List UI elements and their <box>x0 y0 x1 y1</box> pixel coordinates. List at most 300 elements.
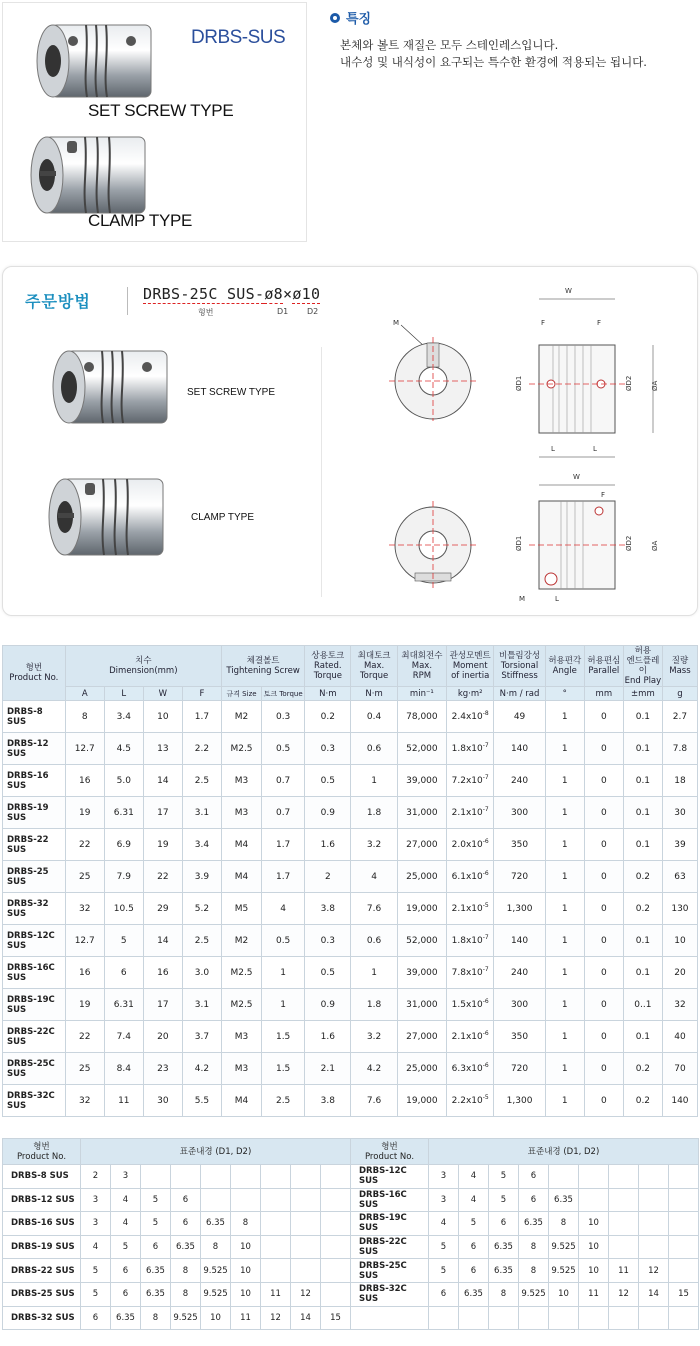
spec-cell-t: 0.5 <box>262 925 305 957</box>
sub-label-model: 형번 <box>198 308 214 317</box>
spec-cell-m: M2 <box>221 701 261 733</box>
bore-row <box>3 1306 351 1330</box>
spec-cell-stiff: 350 <box>494 829 545 861</box>
spec-cell-w: 10 <box>143 701 182 733</box>
bore-size-cell: 8 <box>231 1212 261 1236</box>
bore-size-cell <box>639 1165 669 1189</box>
spec-cell-rated: 3.8 <box>305 893 351 925</box>
dim-d1-label-clamp: ØD1 <box>515 535 523 551</box>
bore-size-cell: 8 <box>519 1235 549 1259</box>
dim-w-label-clamp: W <box>573 473 580 481</box>
features-section <box>330 8 690 71</box>
bore-product-name: DRBS-12 SUS <box>3 1188 81 1212</box>
spec-cell-rpm: 19,000 <box>397 1085 446 1117</box>
inertia-base: 1.8x10 <box>451 743 483 754</box>
bore-size-cell: 14 <box>639 1282 669 1306</box>
bore-size-cell: 12 <box>609 1282 639 1306</box>
spec-cell-mass: 63 <box>662 861 697 893</box>
bore-size-cell <box>171 1165 201 1189</box>
spec-cell-rated: 2 <box>305 861 351 893</box>
spec-cell-l: 10.5 <box>104 893 143 925</box>
spec-row <box>3 989 698 1021</box>
bore-size-cell: 6 <box>519 1188 549 1212</box>
spec-cell-stiff: 720 <box>494 861 545 893</box>
unit-size: 규격 Size <box>221 687 261 701</box>
inertia-base: 2.4x10 <box>451 711 483 722</box>
spec-cell-t: 2.5 <box>262 1085 305 1117</box>
spec-cell-rpm: 31,000 <box>397 989 446 1021</box>
bore-size-cell <box>549 1306 579 1330</box>
spec-cell-f: 4.2 <box>182 1053 221 1085</box>
unit-rpm: min⁻¹ <box>397 687 446 701</box>
hdr-dimension: 치수 Dimension(mm) <box>65 646 221 687</box>
hdr-product: 형번 Product No. <box>3 646 66 701</box>
spec-cell-m: M2.5 <box>221 733 261 765</box>
unit-stiffness: N·m / rad <box>494 687 545 701</box>
spec-cell-t: 0.7 <box>262 797 305 829</box>
features-title <box>330 8 690 27</box>
bore-size-cell <box>579 1188 609 1212</box>
dim-f-label-2: F <box>597 319 602 327</box>
inertia-base: 1.8x10 <box>451 935 483 946</box>
spec-cell-rpm: 25,000 <box>397 1053 446 1085</box>
bore-size-cell: 9.525 <box>519 1282 549 1306</box>
inertia-exponent: -6 <box>482 869 489 877</box>
spec-cell-l: 3.4 <box>104 701 143 733</box>
spec-cell-mass: 40 <box>662 1021 697 1053</box>
spec-product-name: DRBS-16 SUS <box>3 765 66 797</box>
bore-size-cell: 8 <box>489 1282 519 1306</box>
spec-cell-angle: 1 <box>545 893 584 925</box>
bore-row <box>3 1282 351 1306</box>
spec-cell-stiff: 350 <box>494 1021 545 1053</box>
spec-cell-par: 0 <box>584 1021 623 1053</box>
spec-cell-w: 17 <box>143 989 182 1021</box>
order-clamp-image <box>43 469 183 564</box>
spec-cell-f: 1.7 <box>182 701 221 733</box>
bore-size-cell: 14 <box>291 1306 321 1330</box>
inertia-base: 2.1x10 <box>451 1031 483 1042</box>
bore-size-cell: 15 <box>669 1282 699 1306</box>
sub-label-d2: D2 <box>307 307 319 316</box>
spec-cell-f: 5.2 <box>182 893 221 925</box>
spec-inertia <box>447 797 494 829</box>
bore-size-cell <box>201 1188 231 1212</box>
spec-cell-stiff: 1,300 <box>494 893 545 925</box>
spec-cell-t: 0.5 <box>262 733 305 765</box>
spec-inertia <box>447 1021 494 1053</box>
spec-cell-rated: 0.2 <box>305 701 351 733</box>
spec-row <box>3 893 698 925</box>
spec-cell-rpm: 25,000 <box>397 861 446 893</box>
set-screw-end-view-drawing <box>385 311 495 421</box>
dim-a-label: ØA <box>651 380 659 391</box>
bore-size-cell: 5 <box>429 1235 459 1259</box>
dim-d1-label: ØD1 <box>515 375 523 391</box>
spec-cell-w: 16 <box>143 957 182 989</box>
bore-size-cell <box>669 1259 699 1283</box>
bore-row <box>351 1165 699 1189</box>
spec-cell-rpm: 78,000 <box>397 701 446 733</box>
bore-size-cell <box>579 1306 609 1330</box>
spec-cell-t: 0.3 <box>262 701 305 733</box>
spec-cell-rpm: 39,000 <box>397 957 446 989</box>
bore-size-cell <box>291 1212 321 1236</box>
spec-cell-rpm: 52,000 <box>397 733 446 765</box>
dim-a-label-clamp: ØA <box>651 540 659 551</box>
spec-inertia <box>447 765 494 797</box>
spec-cell-end: 0.2 <box>623 861 662 893</box>
bore-hdr-d-left: 표준내경 (D1, D2) <box>81 1139 351 1165</box>
spec-cell-f: 3.0 <box>182 957 221 989</box>
spec-cell-par: 0 <box>584 925 623 957</box>
spec-cell-t: 1.5 <box>262 1053 305 1085</box>
spec-cell-stiff: 1,300 <box>494 1085 545 1117</box>
spec-cell-rated: 0.9 <box>305 797 351 829</box>
inertia-base: 2.0x10 <box>451 839 483 850</box>
spec-cell-par: 0 <box>584 733 623 765</box>
spec-cell-w: 17 <box>143 797 182 829</box>
bore-size-cell: 6 <box>429 1282 459 1306</box>
bore-size-cell: 6 <box>459 1259 489 1283</box>
hdr-endplay: 허용 엔드플레이 End Play <box>624 646 662 686</box>
bore-product-name: DRBS-8 SUS <box>3 1165 81 1189</box>
spec-cell-a: 25 <box>65 861 104 893</box>
spec-cell-end: 0.1 <box>623 733 662 765</box>
bore-size-cell: 5 <box>81 1259 111 1283</box>
spec-cell-max: 1 <box>351 765 397 797</box>
dim-f-label-clamp: F <box>601 491 606 499</box>
spec-cell-m: M2.5 <box>221 989 261 1021</box>
bore-product-name: DRBS-22C SUS <box>351 1235 429 1259</box>
bore-row <box>351 1212 699 1236</box>
spec-row <box>3 1085 698 1117</box>
unit-angle: ° <box>545 687 584 701</box>
spec-cell-l: 7.4 <box>104 1021 143 1053</box>
spec-cell-rpm: 31,000 <box>397 797 446 829</box>
hdr-inertia: 관성모멘트 Moment of inertia <box>447 646 494 687</box>
product-image-box <box>2 2 307 242</box>
bore-size-cell: 4 <box>111 1212 141 1236</box>
spec-row <box>3 861 698 893</box>
bore-size-cell: 4 <box>111 1188 141 1212</box>
spec-cell-par: 0 <box>584 1085 623 1117</box>
spec-cell-max: 0.6 <box>351 733 397 765</box>
spec-cell-rpm: 27,000 <box>397 829 446 861</box>
spec-cell-a: 32 <box>65 1085 104 1117</box>
spec-cell-angle: 1 <box>545 1053 584 1085</box>
spec-cell-l: 5 <box>104 925 143 957</box>
bore-size-cell <box>261 1259 291 1283</box>
bore-size-cell: 12 <box>639 1259 669 1283</box>
spec-row <box>3 829 698 861</box>
bore-hdr-d-right: 표준내경 (D1, D2) <box>429 1139 699 1165</box>
spec-cell-mass: 39 <box>662 829 697 861</box>
brand-title: DRBS-SUS <box>191 27 286 48</box>
bore-size-cell <box>429 1306 459 1330</box>
bore-size-cell <box>261 1188 291 1212</box>
spec-cell-l: 6.31 <box>104 989 143 1021</box>
title-divider <box>127 287 128 315</box>
spec-cell-f: 3.4 <box>182 829 221 861</box>
spec-cell-angle: 1 <box>545 701 584 733</box>
spec-cell-m: M4 <box>221 861 261 893</box>
bore-product-name: DRBS-12C SUS <box>351 1165 429 1189</box>
spec-cell-w: 20 <box>143 1021 182 1053</box>
spec-cell-rated: 0.3 <box>305 925 351 957</box>
unit-inertia: kg·m² <box>447 687 494 701</box>
spec-cell-l: 8.4 <box>104 1053 143 1085</box>
bore-row <box>3 1259 351 1283</box>
spec-cell-angle: 1 <box>545 765 584 797</box>
coupling-clamp-image <box>25 127 165 222</box>
spec-cell-m: M3 <box>221 1021 261 1053</box>
spec-cell-max: 1 <box>351 957 397 989</box>
bore-size-cell: 6.35 <box>549 1188 579 1212</box>
spec-inertia <box>447 989 494 1021</box>
unit-w: W <box>143 687 182 701</box>
spec-cell-l: 7.9 <box>104 861 143 893</box>
bore-size-cell: 9.525 <box>201 1282 231 1306</box>
bore-size-cell <box>519 1306 549 1330</box>
spec-cell-f: 2.5 <box>182 925 221 957</box>
bore-row <box>351 1306 699 1330</box>
bore-size-cell <box>609 1165 639 1189</box>
bore-row <box>351 1188 699 1212</box>
bore-size-cell <box>609 1212 639 1236</box>
order-code-x: × <box>282 285 293 303</box>
spec-row <box>3 1053 698 1085</box>
spec-cell-f: 3.1 <box>182 797 221 829</box>
inertia-exponent: -7 <box>482 773 489 781</box>
bore-hdr-product-left: 형번 Product No. <box>3 1139 81 1165</box>
spec-cell-a: 22 <box>65 829 104 861</box>
bore-size-cell: 4 <box>459 1165 489 1189</box>
spec-cell-end: 0.1 <box>623 829 662 861</box>
unit-endplay: ±mm <box>623 687 662 701</box>
bore-size-cell: 6 <box>141 1235 171 1259</box>
spec-cell-angle: 1 <box>545 925 584 957</box>
spec-cell-rated: 3.8 <box>305 1085 351 1117</box>
bore-size-cell <box>321 1235 351 1259</box>
spec-row <box>3 1021 698 1053</box>
spec-row <box>3 957 698 989</box>
spec-table <box>2 645 698 1117</box>
bore-size-cell: 6 <box>111 1259 141 1283</box>
bore-product-name: DRBS-32C SUS <box>351 1282 429 1306</box>
spec-cell-angle: 1 <box>545 1021 584 1053</box>
bore-size-cell: 8 <box>171 1259 201 1283</box>
spec-cell-f: 3.9 <box>182 861 221 893</box>
bore-size-cell <box>261 1165 291 1189</box>
spec-cell-rated: 0.3 <box>305 733 351 765</box>
spec-row <box>3 797 698 829</box>
spec-cell-max: 7.6 <box>351 1085 397 1117</box>
spec-product-name: DRBS-32 SUS <box>3 893 66 925</box>
clamp-end-view-drawing <box>385 495 495 595</box>
spec-cell-stiff: 49 <box>494 701 545 733</box>
spec-cell-angle: 1 <box>545 861 584 893</box>
bore-size-cell <box>609 1306 639 1330</box>
spec-cell-w: 13 <box>143 733 182 765</box>
bore-size-cell <box>639 1212 669 1236</box>
spec-cell-w: 19 <box>143 829 182 861</box>
hdr-parallel: 허용편심 Parallel <box>584 646 623 687</box>
spec-cell-mass: 140 <box>662 1085 697 1117</box>
spec-cell-mass: 130 <box>662 893 697 925</box>
spec-cell-max: 7.6 <box>351 893 397 925</box>
spec-cell-a: 8 <box>65 701 104 733</box>
spec-cell-par: 0 <box>584 1053 623 1085</box>
clamp-type-label: CLAMP TYPE <box>88 211 193 230</box>
spec-cell-end: 0.1 <box>623 1021 662 1053</box>
unit-max: N·m <box>351 687 397 701</box>
spec-inertia <box>447 957 494 989</box>
bore-size-cell: 10 <box>549 1282 579 1306</box>
bore-table-right <box>350 1138 699 1330</box>
spec-product-name: DRBS-19 SUS <box>3 797 66 829</box>
spec-cell-l: 6.31 <box>104 797 143 829</box>
bore-size-cell <box>321 1282 351 1306</box>
spec-cell-end: 0.1 <box>623 701 662 733</box>
spec-cell-par: 0 <box>584 701 623 733</box>
inertia-exponent: -5 <box>482 901 489 909</box>
bore-size-cell: 6.35 <box>489 1235 519 1259</box>
inertia-exponent: -8 <box>482 709 489 717</box>
bore-size-cell: 2 <box>81 1165 111 1189</box>
bore-row <box>3 1212 351 1236</box>
spec-cell-rated: 1.6 <box>305 829 351 861</box>
spec-cell-max: 1.8 <box>351 989 397 1021</box>
bore-size-cell: 6.35 <box>459 1282 489 1306</box>
spec-cell-f: 2.5 <box>182 765 221 797</box>
bore-size-cell <box>321 1188 351 1212</box>
bore-size-cell <box>201 1165 231 1189</box>
spec-cell-stiff: 240 <box>494 957 545 989</box>
spec-cell-rated: 2.1 <box>305 1053 351 1085</box>
bore-size-cell: 4 <box>459 1188 489 1212</box>
bore-size-cell: 15 <box>321 1306 351 1330</box>
inertia-exponent: -7 <box>482 933 489 941</box>
feature-line-1: 본체와 볼트 재질은 모두 스테인레스입니다. <box>340 38 559 52</box>
spec-cell-angle: 1 <box>545 957 584 989</box>
spec-cell-rpm: 52,000 <box>397 925 446 957</box>
spec-cell-max: 3.2 <box>351 1021 397 1053</box>
unit-mass: g <box>662 687 697 701</box>
spec-product-name: DRBS-22 SUS <box>3 829 66 861</box>
bore-size-cell <box>639 1235 669 1259</box>
spec-cell-m: M2.5 <box>221 957 261 989</box>
order-clamp-label: CLAMP TYPE <box>191 512 254 523</box>
bore-size-cell: 9.525 <box>171 1306 201 1330</box>
spec-inertia <box>447 893 494 925</box>
bore-size-cell <box>261 1235 291 1259</box>
bore-size-cell <box>321 1165 351 1189</box>
clamp-side-view-drawing <box>503 467 663 607</box>
inertia-exponent: -7 <box>482 805 489 813</box>
spec-inertia <box>447 701 494 733</box>
bore-size-cell <box>459 1306 489 1330</box>
spec-cell-stiff: 300 <box>494 797 545 829</box>
spec-cell-angle: 1 <box>545 829 584 861</box>
spec-cell-f: 5.5 <box>182 1085 221 1117</box>
spec-cell-f: 3.1 <box>182 989 221 1021</box>
bore-size-cell: 3 <box>429 1188 459 1212</box>
bore-size-cell <box>609 1188 639 1212</box>
spec-cell-w: 29 <box>143 893 182 925</box>
spec-cell-l: 5.0 <box>104 765 143 797</box>
spec-cell-angle: 1 <box>545 989 584 1021</box>
spec-cell-rated: 0.9 <box>305 989 351 1021</box>
spec-cell-stiff: 140 <box>494 733 545 765</box>
unit-l: L <box>104 687 143 701</box>
bore-size-cell: 11 <box>261 1282 291 1306</box>
inertia-base: 2.2x10 <box>451 1095 483 1106</box>
spec-product-name: DRBS-12 SUS <box>3 733 66 765</box>
bore-size-cell: 8 <box>141 1306 171 1330</box>
bore-size-cell: 6.35 <box>489 1259 519 1283</box>
inertia-base: 6.3x10 <box>451 1063 483 1074</box>
spec-cell-stiff: 240 <box>494 765 545 797</box>
spec-cell-rpm: 39,000 <box>397 765 446 797</box>
bore-size-cell <box>669 1235 699 1259</box>
bore-size-cell <box>291 1188 321 1212</box>
spec-cell-end: 0.1 <box>623 957 662 989</box>
unit-f: F <box>182 687 221 701</box>
spec-product-name: DRBS-12C SUS <box>3 925 66 957</box>
spec-cell-a: 22 <box>65 1021 104 1053</box>
bore-size-cell: 9.525 <box>201 1259 231 1283</box>
spec-product-name: DRBS-32C SUS <box>3 1085 66 1117</box>
bore-size-cell: 6 <box>111 1282 141 1306</box>
spec-cell-m: M3 <box>221 765 261 797</box>
spec-cell-a: 32 <box>65 893 104 925</box>
bore-size-cell <box>669 1212 699 1236</box>
spec-row <box>3 733 698 765</box>
bore-product-name: DRBS-19C SUS <box>351 1212 429 1236</box>
bore-size-cell: 6.35 <box>201 1212 231 1236</box>
bore-size-cell <box>669 1188 699 1212</box>
order-set-screw-image <box>47 339 187 434</box>
spec-inertia <box>447 1085 494 1117</box>
spec-cell-f: 2.2 <box>182 733 221 765</box>
inertia-base: 2.1x10 <box>451 903 483 914</box>
bore-size-cell <box>141 1165 171 1189</box>
bore-size-cell: 5 <box>489 1165 519 1189</box>
spec-cell-w: 14 <box>143 765 182 797</box>
spec-cell-end: 0.2 <box>623 1085 662 1117</box>
bore-product-name: DRBS-16 SUS <box>3 1212 81 1236</box>
bore-size-cell: 5 <box>111 1235 141 1259</box>
bore-row <box>3 1188 351 1212</box>
spec-cell-par: 0 <box>584 989 623 1021</box>
inertia-base: 7.8x10 <box>451 967 483 978</box>
spec-cell-l: 6 <box>104 957 143 989</box>
spec-product-name: DRBS-8 SUS <box>3 701 66 733</box>
order-code-model: DRBS-25C SUS- <box>143 285 265 303</box>
bore-size-cell <box>291 1165 321 1189</box>
dim-l-label: L <box>551 445 555 453</box>
bore-size-cell: 8 <box>549 1212 579 1236</box>
dim-l-label-clamp: L <box>555 595 559 603</box>
spec-product-name: DRBS-25 SUS <box>3 861 66 893</box>
bore-size-cell <box>261 1212 291 1236</box>
spec-cell-max: 4.2 <box>351 1053 397 1085</box>
spec-cell-stiff: 140 <box>494 925 545 957</box>
inertia-base: 7.2x10 <box>451 775 483 786</box>
bore-size-cell: 5 <box>141 1212 171 1236</box>
spec-cell-a: 25 <box>65 1053 104 1085</box>
